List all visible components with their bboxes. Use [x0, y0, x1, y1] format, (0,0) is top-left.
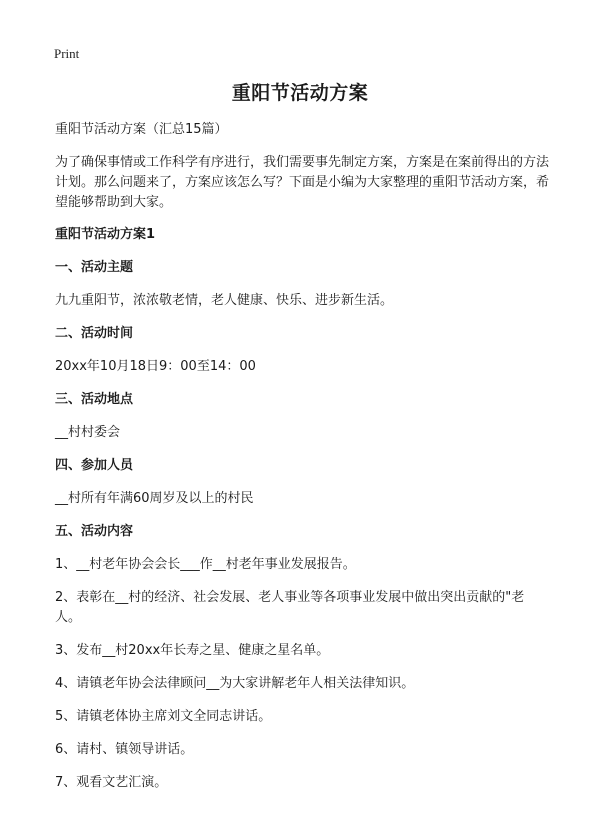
time-heading: 二、活动时间 [55, 326, 134, 341]
page-title: 重阳节活动方案 [231, 82, 369, 104]
intro-paragraph: 为了确保事情或工作科学有序进行，我们需要事先制定方案，方案是在案前得出的方法计划。那么问题来了，方案应该怎么写？下面是小编为大家整理的重阳节活动方案，希望能够帮助到大家。 [55, 155, 550, 210]
theme-text: 九九重阳节，浓浓敬老情，老人健康、快乐、进步新生活。 [55, 293, 394, 308]
place-text: __村村委会 [55, 425, 121, 440]
people-heading: 四、参加人员 [55, 458, 134, 473]
list-item: 4、请镇老年协会法律顾问__为大家讲解老年人相关法律知识。 [55, 676, 415, 691]
content-heading: 五、活动内容 [55, 524, 134, 539]
list-item: 6、请村、镇领导讲话。 [55, 742, 194, 757]
people-text: __村所有年满60周岁及以上的村民 [55, 491, 254, 506]
document-subtitle: 重阳节活动方案（汇总15篇） [55, 122, 228, 137]
document-body [55, 120, 550, 806]
print-link[interactable]: Print [54, 46, 80, 61]
list-item: 5、请镇老体协主席刘文全同志讲话。 [55, 709, 272, 724]
time-text: 20xx年10月18日9：00至14：00 [55, 359, 256, 374]
section-title: 重阳节活动方案1 [55, 227, 156, 242]
list-item: 2、表彰在__村的经济、社会发展、老人事业等各项事业发展中做出突出贡献的"老人。 [55, 590, 525, 625]
theme-heading: 一、活动主题 [55, 260, 134, 275]
list-item: 3、发布__村20xx年长寿之星、健康之星名单。 [55, 643, 330, 658]
place-heading: 三、活动地点 [55, 392, 134, 407]
list-item: 7、观看文艺汇演。 [55, 775, 168, 790]
list-item: 1、__村老年协会会长___作__村老年事业发展报告。 [55, 557, 356, 572]
